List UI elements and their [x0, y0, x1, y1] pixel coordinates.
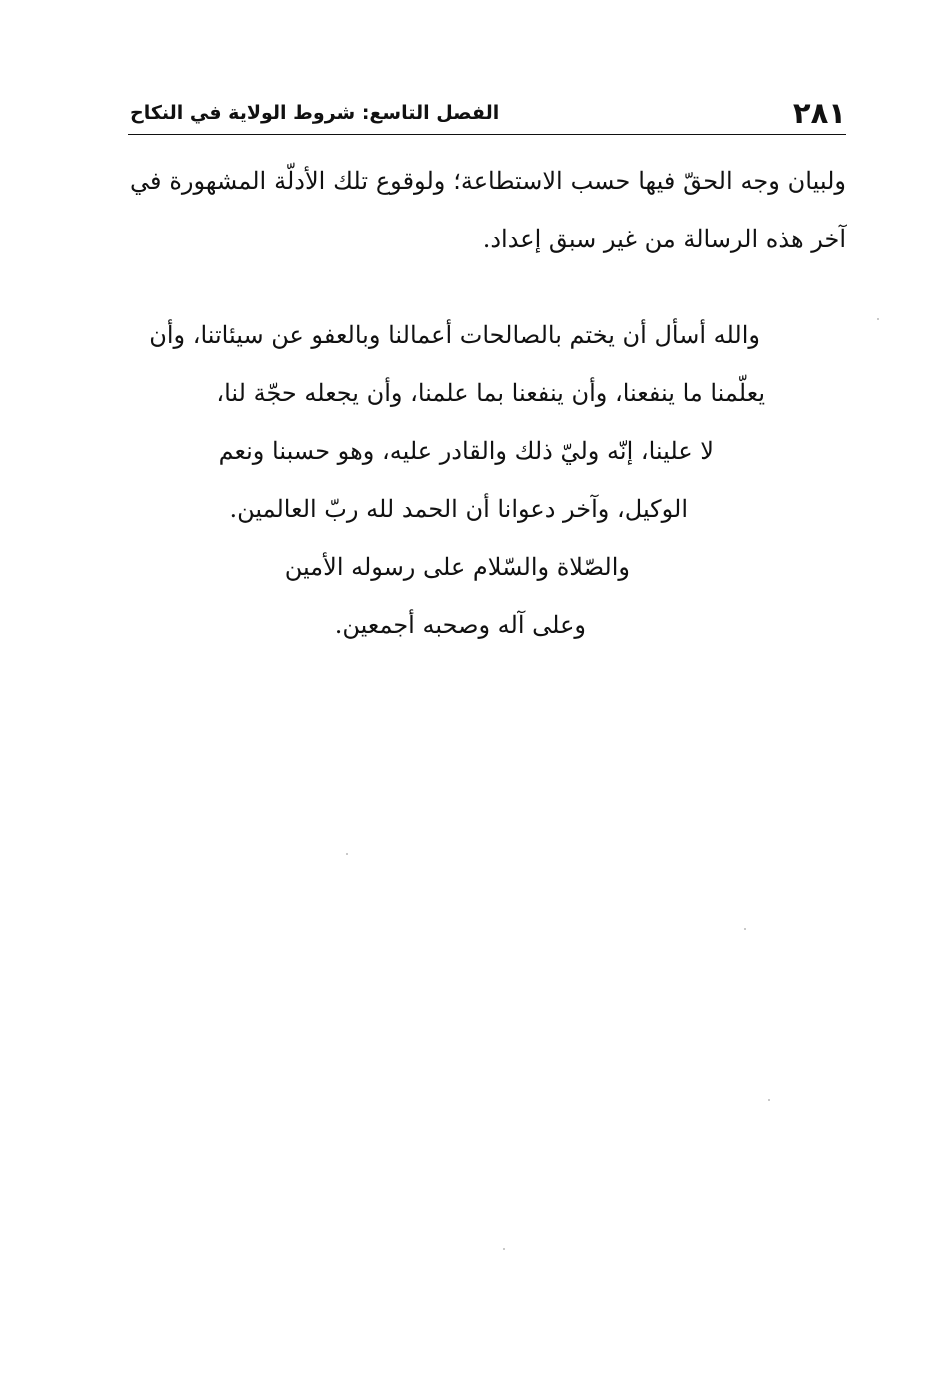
scan-speck	[503, 1248, 505, 1250]
page-number: ٢٨١	[792, 96, 846, 130]
scan-speck	[346, 853, 348, 855]
paragraph-line-2: آخر هذه الرسالة من غير سبق إعداد.	[482, 225, 846, 253]
closing-line-3: لا علينا، إنّه وليّ ذلك والقادر عليه، وهو حسبنا ونعم	[218, 437, 714, 465]
header-divider	[128, 134, 846, 135]
body-paragraph	[130, 152, 846, 268]
closing-line-2: يعلّمنا ما ينفعنا، وأن ينفعنا بما علمنا، وأن يجعله حجّة لنا،	[216, 379, 765, 407]
closing-line-5: والصّلاة والسّلام على رسوله الأمين	[284, 553, 630, 581]
closing-line-1: والله أسأل أن يختم بالصالحات أعمالنا وبالعفو عن سيئاتنا، وأن	[149, 321, 760, 349]
closing-line-4: الوكيل، وآخر دعوانا أن الحمد لله ربّ العالمين.	[229, 495, 688, 523]
scan-speck	[744, 928, 746, 930]
running-title: الفصل التاسع: شروط الولاية في النكاح	[130, 102, 500, 124]
page-header	[130, 96, 846, 130]
scan-speck	[768, 1099, 770, 1101]
closing-line-6: وعلى آله وصحبه أجمعين.	[334, 611, 586, 639]
paragraph-line-1: ولبيان وجه الحقّ فيها حسب الاستطاعة؛ ولوقوع تلك الأدلّة المشهورة في	[130, 167, 846, 195]
scan-speck	[877, 318, 879, 320]
